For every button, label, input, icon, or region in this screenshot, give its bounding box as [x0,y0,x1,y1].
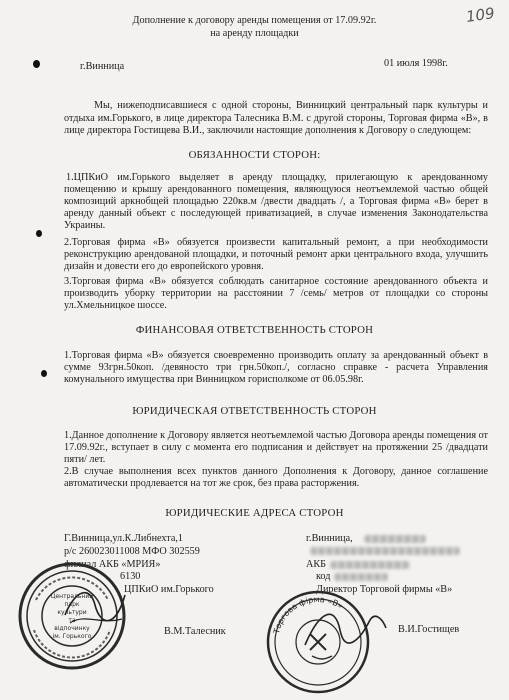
left-stamp-center-line: та [68,617,76,624]
punch-mark [36,230,42,237]
duties-paragraph-1: 1.ЦПКиО им.Горького выделяет в аренду площадку, прилегающую к арендованному помещению и крышу арендованного помещения, являющуюся неотъемлемой частью общей композиций аркнобщей площадью 220кв.м /двести двадцать /, а Торговая фирма «В» берет в аренду данный объект с последующей приватизацией, в случае изменения Законодательства Украины. [64,172,488,231]
document-title: Дополнение к договору аренды помещения от 17.09.92г. [132,15,377,26]
legal-paragraph-2: 2.В случае выполнения всех пунктов данного Дополнения к Договору, данное соглашение автоматически продлевается на тот же срок, без права расторжения. [64,466,488,489]
left-address-line-2: р/с 260023011008 МФО 302559 [64,546,200,557]
document-date: 01 июля 1998г. [384,58,448,69]
left-signatory-name: В.М.Талесник [164,626,226,637]
right-bank-prefix: АКБ [306,559,327,570]
heading-duties: ОБЯЗАННОСТИ СТОРОН: [188,149,321,161]
punch-mark [41,370,47,377]
left-stamp-center-line: культури [57,609,87,616]
right-signature-scribble [300,600,390,660]
heading-legal: ЮРИДИЧЕСКАЯ ОТВЕТСТВЕННОСТЬ СТОРОН [132,405,377,417]
heading-addresses: ЮРИДИЧЕСКИЕ АДРЕСА СТОРОН [165,507,344,519]
left-stamp-center-line: відпочинку [54,625,90,632]
city: г.Винница [80,61,125,72]
left-stamp-center-line: парк [64,601,80,608]
left-signature-scribble [60,575,130,645]
financial-paragraph-1: 1.Торговая фирма «В» обязуется своевременно производить оплату за арендованный объект в сумме 93грн.50коп. /девяносто три грн.50коп./, согласно справке - расчета Управления комунального имущества при Винницком горисполкоме от 06.05.98г. [64,350,488,385]
redacted-text [334,573,388,581]
left-address-line-1: Г.Винница,ул.К.Либнехта,1 [64,533,183,544]
redacted-text [364,535,426,543]
legal-paragraph-1: 1.Данное дополнение к Договору является неотъемлемой частью Договора аренды помещения от 17.09.92г., вступает в силу с момента его подписания и действует на протяжении 25 /двадцати пяти/ лет. [64,430,488,465]
redacted-text [310,547,460,555]
document-subtitle: на аренду площадки [210,28,299,39]
duties-paragraph-3: 3.Торговая фирма «В» обязуется соблюдать санитарное состояние арендованного объекта и производить уборку территории на расстоянии 7 /семь/ метров от площадки со стороны ул.Хмельницкое шоссе. [64,276,488,311]
left-stamp-center-line: Центральний [50,593,94,600]
heading-financial: ФИНАНСОВАЯ ОТВЕТСТВЕННОСТЬ СТОРОН [135,324,374,336]
right-code-prefix: код [316,571,331,582]
duties-paragraph-2: 2.Торговая фирма «В» обязуется произвести капитальный ремонт, а при необходимости реконструкцию арендованой площадки, и поточный ремонт арки центрального входа, улучшить дизайн и довести его до европейского уровня. [64,237,488,272]
punch-mark [33,60,40,68]
left-stamp-center-line: ім. Горького [52,633,92,640]
right-signatory-name: В.И.Гостищев [398,624,460,635]
right-director-title: Директор Торговой фирмы «В» [316,584,453,595]
handwritten-page-number: 109 [464,4,496,26]
redacted-text [330,561,410,569]
right-address-city: г.Винница, [306,533,353,544]
right-stamp-text: Торгова фірма «В» [271,594,345,635]
intro-paragraph: Мы, нижеподписавшиеся с одной стороны, Винницкий центральный парк культуры и отдыха им.Горького, в лице директора Талесника В.М. с другой стороны, Торговая фирма «В», в лице директора Гостищева В.И., заключили настоящие дополнения к Договору о следующем: [64,100,488,136]
left-address-line-4: 6130 [120,571,141,582]
left-address-line-3: филиал АКБ «МРИЯ» [64,559,161,570]
left-director-title: ЦПКиО им.Горького [124,584,214,595]
